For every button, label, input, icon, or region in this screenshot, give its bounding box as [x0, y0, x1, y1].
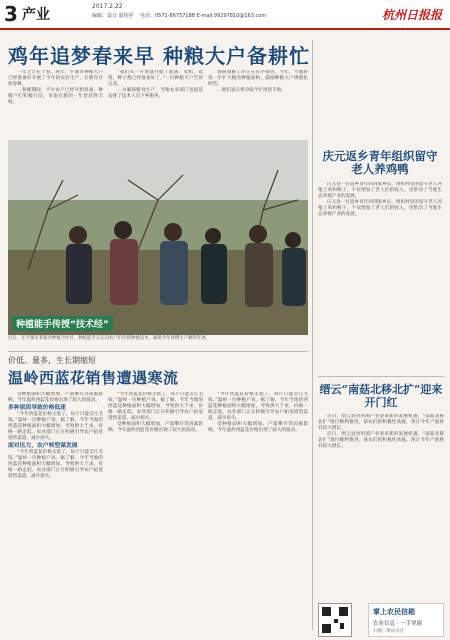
column-divider — [312, 40, 313, 630]
paragraph: “今年西蓝花价格太低了，每斤只能卖几毛钱。”温岭一位种植户说。据了解，今年当地的西蓝花种植面积大幅增加，导致供大于求，价格一路走低。农业部门正在积极引导农户拓宽销售渠道，减少损失。 — [208, 392, 308, 421]
article1-col3 — [208, 70, 308, 136]
photo-overlay-label: 种植能手传授“技术经” — [12, 316, 113, 331]
subheading: 面对压力，农户转型谋发展 — [8, 443, 78, 449]
orchard-photo-illustration — [8, 140, 308, 335]
contact-line: 电话：0571-86757188 E-mail:99297810@163.com — [140, 13, 267, 19]
side1-body — [318, 182, 442, 372]
page-number: 3 — [4, 2, 18, 26]
masthead — [0, 0, 450, 30]
article-photo — [8, 140, 308, 335]
paragraph: …为确保粮食生产，当地农业部门也提前安排了技术人员下乡服务。 — [108, 88, 203, 99]
paragraph: …他们表示将争取今年再创丰收。 — [217, 88, 286, 93]
paragraph: “今年西蓝花价格太低了，每斤只能卖几毛钱。”温岭一位种植户说。据了解，今年当地的西蓝花种植面积大幅增加，导致供大于求，价格一路走低。农业部门正在积极引导农户拓宽销售渠道，减少损失。 — [108, 392, 203, 421]
paper-logo: 杭州日报报 — [381, 8, 442, 22]
main-headline: 鸡年追梦春来早 种粮大户备耕忙 — [8, 44, 310, 68]
article2-col3 — [208, 392, 308, 632]
divider — [8, 351, 308, 352]
paragraph: 春耕备耕工作正在有序推进。今年，当地将进一步扩大粮食种植面积，鼓励种粮大户规模化经营。 — [208, 70, 308, 87]
advertisement — [368, 603, 444, 637]
article2-col1 — [8, 392, 103, 632]
paragraph: 庆元县一位返乡青年回到家乡后，组织村里的留守老人养殖土鸡和鸭子，不仅增加了老人们的收入，也带动了当地生态养殖产业的发展。 — [318, 200, 442, 217]
paragraph: …春播期间，不少农户已经开始准备，种粮户们积极行动，争取在新的一年里获得丰收。 — [8, 88, 103, 105]
editor-line: 编辑：设计 温绍祥 — [92, 13, 134, 19]
section-title: 产业 — [22, 7, 50, 23]
paragraph: 受种植面积大幅增加、产量攀升等因素影响，今年温岭西蓝花价格出现了较大的波动。 — [108, 422, 203, 433]
paragraph: 受种植面积大幅增加、产量攀升等因素影响，今年温岭西蓝花价格出现了较大的波动。 — [208, 422, 308, 433]
paragraph: 近日，缙云县食用菌产业迎来新的发展机遇，“南菇北移北扩”项目顺利推进，菇农们的积极性高涨，预计今年产值将有较大增长。 — [318, 414, 444, 431]
side2-body — [318, 414, 444, 598]
divider — [318, 376, 444, 377]
paragraph: “今年西蓝花价格太低了，每斤只能卖几毛钱。”温岭一位种植户说。据了解，今年当地的西蓝花种植面积大幅增加，导致供大于求，价格一路走低。农业部门正在积极引导农户拓宽销售渠道，减少损失。 — [8, 450, 103, 479]
qr-code — [318, 603, 352, 637]
paragraph: 一年之计在于春。鸡年，平湖市种粮大户已经准备好开展了今年的农业生产，在新年开始春耕。 — [8, 70, 103, 87]
ad-title: 掌上农民信箱 — [373, 608, 415, 616]
ad-line: 扫描二维码关注 — [373, 629, 405, 634]
side2-headline: 缙云“南菇北移北扩”迎来开门红 — [319, 383, 443, 409]
paragraph: “今年西蓝花价格太低了，每斤只能卖几毛钱。”温岭一位种植户说。据了解，今年当地的西蓝花种植面积大幅增加，导致供大于求，价格一路走低。农业部门正在积极引导农户拓宽销售渠道，减少损失。 — [8, 412, 103, 441]
photo-caption: 近日，在平湖市某粮食种植合作社，种植能手正在向农户们传授种植技术，确保今年春耕生产顺利开展。 — [8, 336, 210, 341]
subheading: 多种原因导致价格低迷 — [8, 405, 66, 411]
paragraph: 受种植面积大幅增加、产量攀升等因素影响，今年温岭西蓝花价格出现了较大的波动。 — [8, 392, 103, 403]
article1-col2 — [108, 70, 203, 136]
side1-headline: 庆元返乡青年组织留守老人养鸡鸭 — [322, 149, 438, 176]
paragraph: “我们从一开春就开始了准备，农机、农资、种子都已经准备好了。”一位种粮大户告诉记者。 — [108, 70, 203, 87]
article1-col1 — [8, 70, 103, 136]
ad-line: 农业信息 · 一手掌握 — [373, 621, 423, 627]
article2-col2 — [108, 392, 203, 632]
article2-kicker: 价低、量多，生长期缩短 — [8, 356, 96, 365]
issue-date: 2017.2.22 — [92, 3, 123, 10]
paragraph: 庆元县一位返乡青年回到家乡后，组织村里的留守老人养殖土鸡和鸭子，不仅增加了老人们的收入，也带动了当地生态养殖产业的发展。 — [318, 182, 442, 199]
article2-headline: 温岭西蓝花销售遭遇寒流 — [8, 369, 179, 387]
paragraph: 近日，缙云县食用菌产业迎来新的发展机遇，“南菇北移北扩”项目顺利推进，菇农们的积极性高涨，预计今年产值将有较大增长。 — [318, 432, 444, 449]
